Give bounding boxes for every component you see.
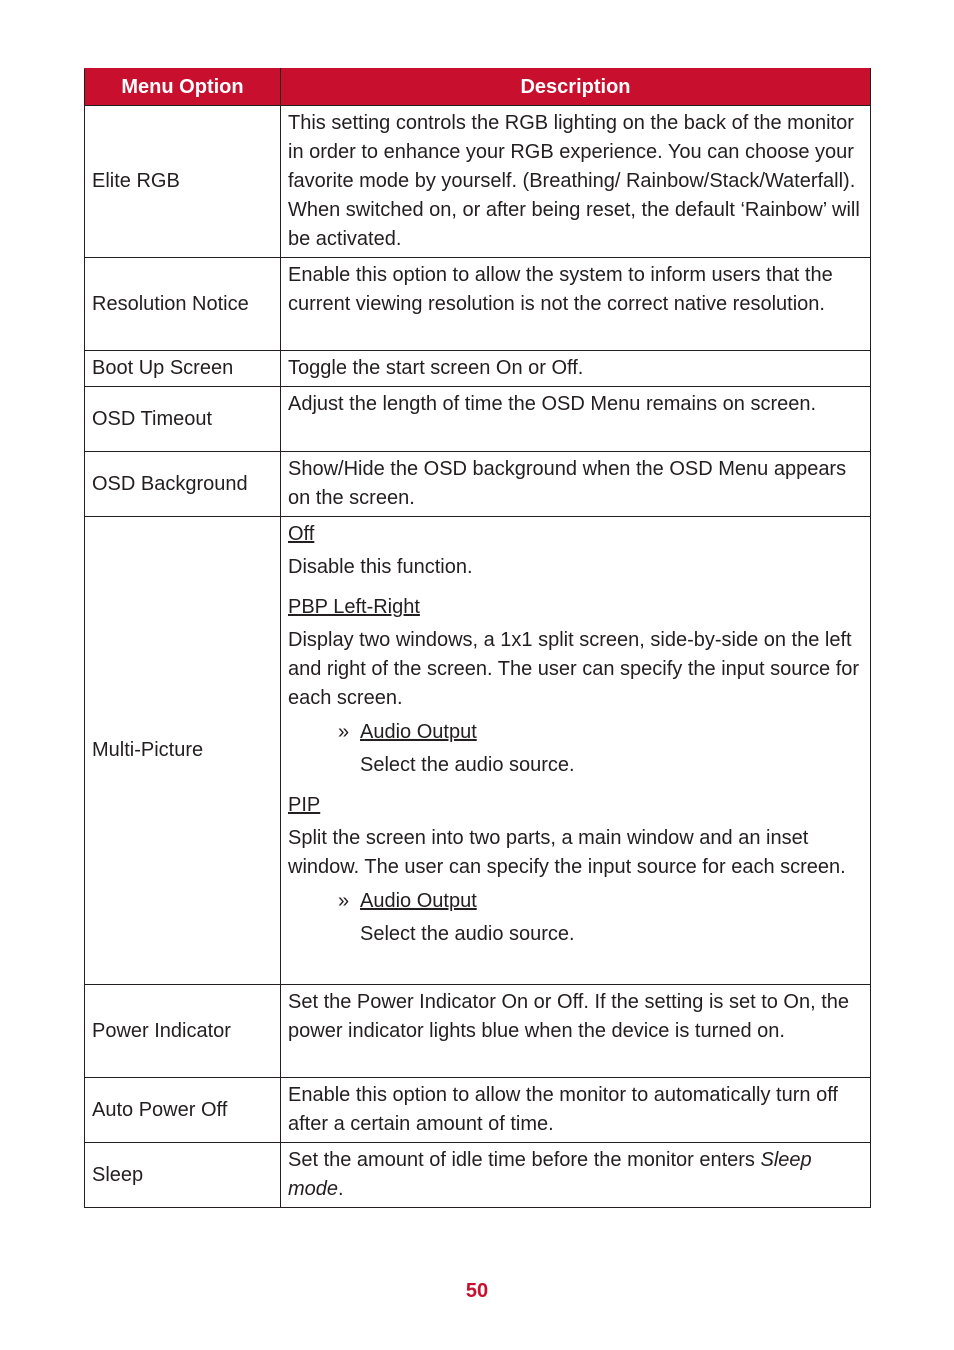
option-cell: Multi-Picture — [85, 517, 281, 985]
table-row-resolution-notice — [85, 258, 871, 351]
header-description: Description — [281, 69, 871, 106]
sub-item-text: Split the screen into two parts, a main window and an inset window. The user can specify the input source for each screen. — [288, 827, 846, 878]
table-row-auto-power-off — [85, 1078, 871, 1143]
description-cell: Enable this option to allow the system to inform users that the current viewing resolution is not the correct native resolution. — [281, 258, 871, 351]
chevron-right-icon: » — [338, 721, 350, 743]
sub-item-off — [288, 520, 864, 582]
description-cell — [281, 517, 871, 985]
description-cell: Set the Power Indicator On or Off. If the setting is set to On, the power indicator lights blue when the device is turned on. — [281, 985, 871, 1078]
option-cell: Boot Up Screen — [85, 351, 281, 387]
sub-item-title: PIP — [288, 794, 321, 816]
description-cell — [281, 1143, 871, 1208]
description-cell: This setting controls the RGB lighting on the back of the monitor in order to enhance your RGB experience. You can choose your favorite mode by yourself. (Breathing/ Rainbow/Stack/Waterfall). When switched on, or after being reset, the default ‘Rainbow’ will be activated. — [281, 106, 871, 258]
sub-item-text: Disable this function. — [288, 556, 473, 578]
description-cell: Show/Hide the OSD background when the OSD Menu appears on the screen. — [281, 452, 871, 517]
page-number: 50 — [465, 1280, 489, 1302]
option-cell: Auto Power Off — [85, 1078, 281, 1143]
nested-item-audio-output — [338, 718, 864, 780]
chevron-right-icon: » — [338, 890, 350, 912]
header-menu-option: Menu Option — [85, 69, 281, 106]
table-row-multi-picture — [85, 517, 871, 985]
description-italic-text: Sleep mode — [288, 1149, 812, 1200]
sub-item-pip — [288, 791, 864, 949]
description-suffix: . — [338, 1178, 344, 1200]
description-cell: Toggle the start screen On or Off. — [281, 351, 871, 387]
table-row-sleep — [85, 1143, 871, 1208]
option-cell: Sleep — [85, 1143, 281, 1208]
table-header-row — [85, 69, 871, 106]
description-text: Set the amount of idle time before the monitor enters — [288, 1149, 761, 1171]
sub-item-title: PBP Left-Right — [288, 596, 420, 618]
sub-item-text: Display two windows, a 1x1 split screen, side-by-side on the left and right of the screen. The user can specify the input source for each screen. — [288, 629, 860, 709]
table-row-osd-timeout — [85, 387, 871, 452]
nested-item-text: Select the audio source. — [360, 923, 575, 945]
nested-item-text: Select the audio source. — [360, 754, 575, 776]
nested-item-title: Audio Output — [360, 721, 477, 743]
sub-item-title: Off — [288, 523, 315, 545]
table-row-elite-rgb — [85, 106, 871, 258]
option-cell: Resolution Notice — [85, 258, 281, 351]
option-cell: Elite RGB — [85, 106, 281, 258]
description-cell: Enable this option to allow the monitor to automatically turn off after a certain amount of time. — [281, 1078, 871, 1143]
nested-item-audio-output — [338, 887, 864, 949]
nested-item-title: Audio Output — [360, 890, 477, 912]
option-cell: OSD Timeout — [85, 387, 281, 452]
option-cell: OSD Background — [85, 452, 281, 517]
sub-item-pbp-left-right — [288, 593, 864, 780]
table-row-power-indicator — [85, 985, 871, 1078]
description-cell: Adjust the length of time the OSD Menu remains on screen. — [281, 387, 871, 452]
osd-menu-table — [84, 68, 871, 1208]
option-cell: Power Indicator — [85, 985, 281, 1078]
table-row-osd-background — [85, 452, 871, 517]
table-row-boot-up-screen — [85, 351, 871, 387]
